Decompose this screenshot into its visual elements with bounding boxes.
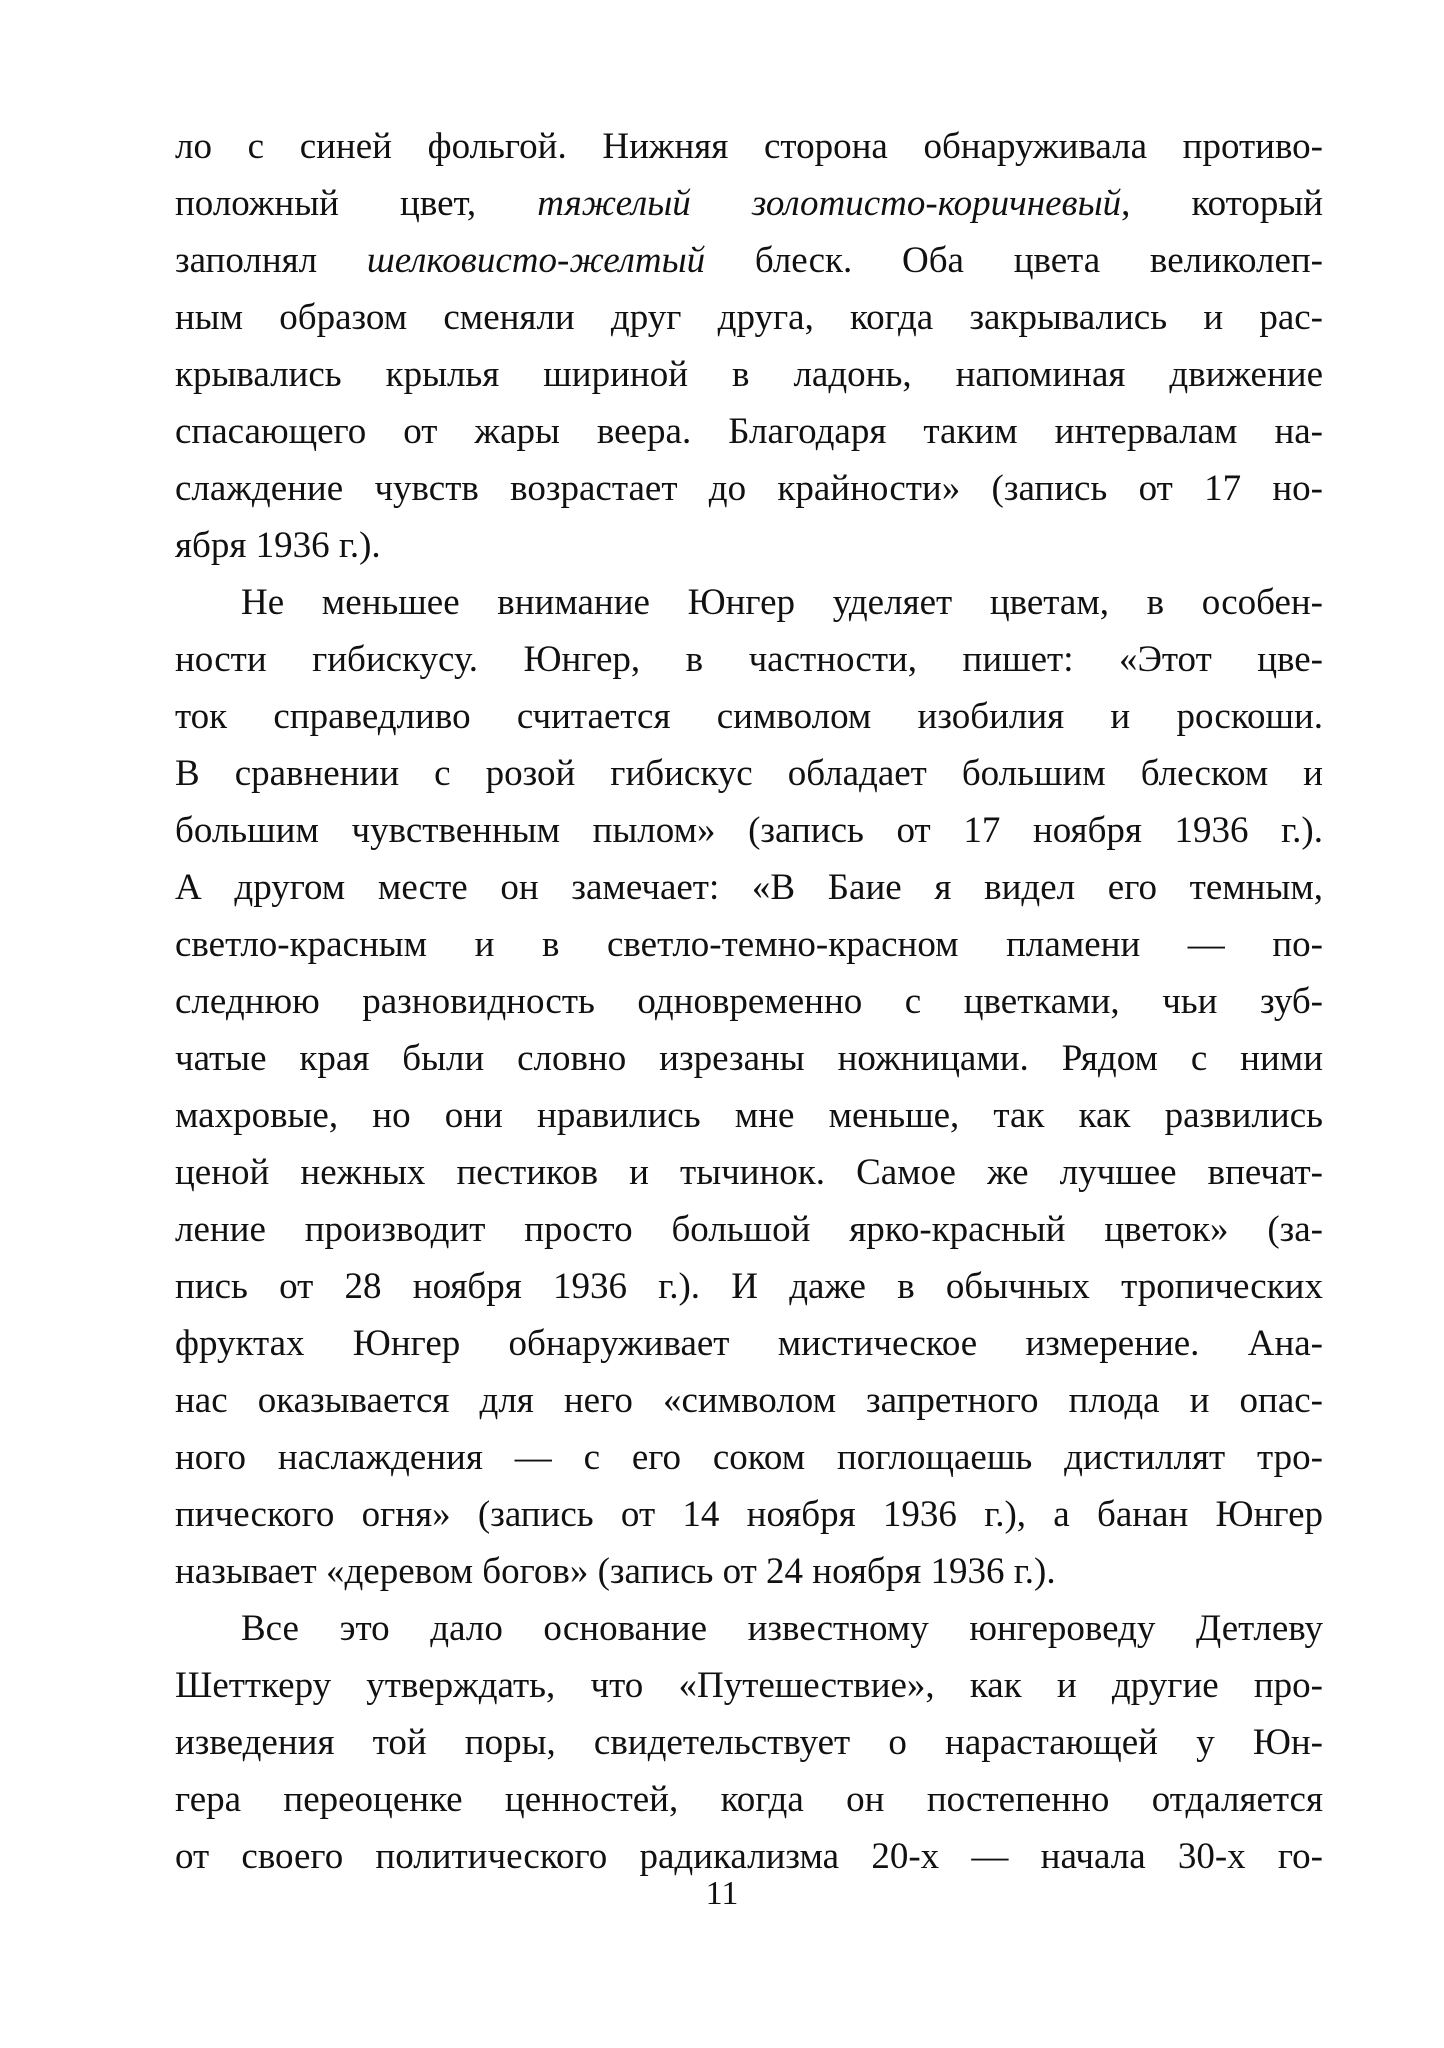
text-segment: пись от 28 ноября 1936 г.). И даже в обычных тропических — [175, 1266, 1323, 1307]
text-line — [175, 232, 1323, 289]
text-segment: гера переоценке ценностей, когда он постепенно отдаляется — [175, 1779, 1323, 1820]
italic-text: тяжелый золотисто-коричневый — [537, 183, 1122, 224]
text-line — [175, 460, 1323, 517]
text-segment: ября 1936 г.). — [175, 525, 381, 566]
text-line — [175, 1543, 1323, 1600]
text-segment: от своего политического радикализма 20-х — начала 30-х го- — [175, 1836, 1323, 1877]
text-segment: ток справедливо считается символом изобилия и роскоши. — [175, 696, 1323, 737]
text-segment: А другом месте он замечает: «В Баие я видел его темным, — [175, 867, 1323, 908]
text-segment: ление производит просто большой ярко-красный цветок» (за- — [175, 1209, 1323, 1250]
text-line — [175, 916, 1323, 973]
text-line — [175, 1258, 1323, 1315]
text-segment: светло-красным и в светло-темно-красном пламени — по- — [175, 924, 1323, 965]
text-segment: блеск. Оба цвета великолеп- — [705, 240, 1323, 281]
text-segment: ценой нежных пестиков и тычинок. Самое же лучшее впечат- — [175, 1152, 1323, 1193]
text-line — [175, 574, 1323, 631]
text-segment: чатые края были словно изрезаны ножницами. Рядом с ними — [175, 1038, 1323, 1079]
text-segment: махровые, но они нравились мне меньше, так как развились — [175, 1095, 1323, 1136]
text-line — [175, 973, 1323, 1030]
text-segment: Не меньшее внимание Юнгер уделяет цветам, в особен- — [241, 582, 1323, 623]
text-line — [175, 517, 1323, 574]
text-line — [175, 1372, 1323, 1429]
text-line — [175, 1714, 1323, 1771]
page-number: 11 — [705, 1875, 739, 1912]
text-segment: крывались крылья шириной в ладонь, напоминая движение — [175, 354, 1323, 395]
text-line — [175, 346, 1323, 403]
text-line — [175, 403, 1323, 460]
text-segment: Шетткеру утверждать, что «Путешествие», как и другие про- — [175, 1665, 1323, 1706]
text-segment: следнюю разновидность одновременно с цветками, чьи зуб- — [175, 981, 1323, 1022]
text-segment: называет «деревом богов» (запись от 24 ноября 1936 г.). — [175, 1551, 1056, 1592]
text-segment: В сравнении с розой гибискус обладает большим блеском и — [175, 753, 1323, 794]
text-line — [175, 1030, 1323, 1087]
text-line — [175, 1315, 1323, 1372]
text-line — [175, 859, 1323, 916]
text-segment: спасающего от жары веера. Благодаря таким интервалам на- — [175, 411, 1323, 452]
text-line — [175, 631, 1323, 688]
text-segment: пического огня» (запись от 14 ноября 1936 г.), а банан Юнгер — [175, 1494, 1323, 1535]
text-line — [175, 802, 1323, 859]
text-segment: слаждение чувств возрастает до крайности» (запись от 17 но- — [175, 468, 1323, 509]
text-segment: ным образом сменяли друг друга, когда закрывались и рас- — [175, 297, 1323, 338]
text-segment: заполнял — [175, 240, 367, 281]
text-line — [175, 1144, 1323, 1201]
text-line — [175, 1657, 1323, 1714]
page-body — [175, 118, 1323, 1885]
text-segment: ности гибискусу. Юнгер, в частности, пишет: «Этот цве- — [175, 639, 1323, 680]
text-segment: изведения той поры, свидетельствует о нарастающей у Юн- — [175, 1722, 1323, 1763]
text-line — [175, 688, 1323, 745]
paragraph — [175, 1600, 1323, 1885]
text-line — [175, 745, 1323, 802]
text-segment: , который — [1121, 183, 1323, 224]
text-line — [175, 1486, 1323, 1543]
text-segment: нас оказывается для него «символом запретного плода и опас- — [175, 1380, 1323, 1421]
text-segment: ного наслаждения — с его соком поглощаешь дистиллят тро- — [175, 1437, 1323, 1478]
text-line — [175, 1201, 1323, 1258]
text-line — [175, 289, 1323, 346]
text-segment: фруктах Юнгер обнаруживает мистическое измерение. Ана- — [175, 1323, 1323, 1364]
text-line — [175, 1429, 1323, 1486]
text-line — [175, 1600, 1323, 1657]
text-segment: положный цвет, — [175, 183, 538, 224]
text-segment: ло с синей фольгой. Нижняя сторона обнаруживала противо- — [175, 126, 1323, 167]
italic-text: шелковисто-желтый — [366, 240, 706, 281]
text-segment: Все это дало основание известному юнгероведу Детлеву — [241, 1608, 1323, 1649]
text-line — [175, 1771, 1323, 1828]
text-line — [175, 1087, 1323, 1144]
paragraph — [175, 118, 1323, 574]
paragraph — [175, 574, 1323, 1600]
text-line — [175, 175, 1323, 232]
text-line — [175, 118, 1323, 175]
text-segment: большим чувственным пылом» (запись от 17 ноября 1936 г.). — [175, 810, 1323, 851]
